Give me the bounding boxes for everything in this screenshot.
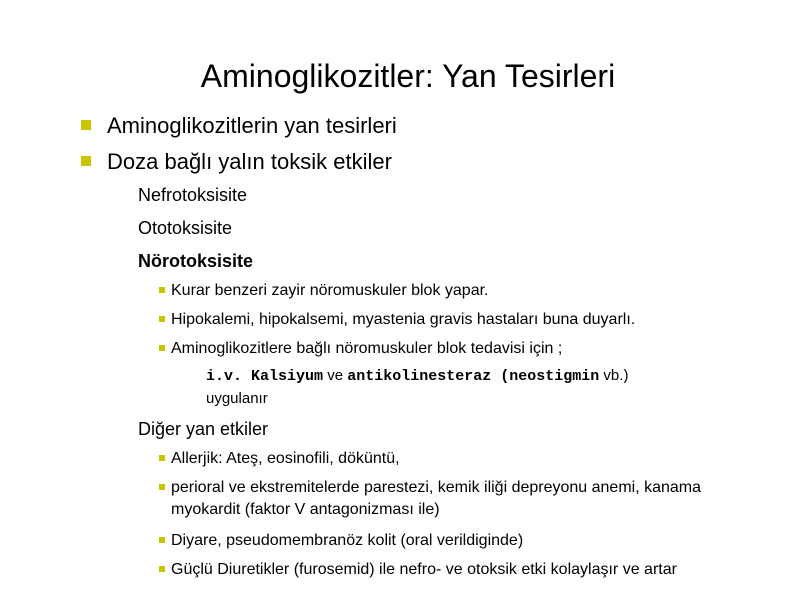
detail-text: Güçlü Diuretikler (furosemid) ile nefro- ve otoksik etki kolaylaşır ve artar (171, 561, 677, 578)
detail-item (171, 530, 771, 552)
conjunction-text: ve (323, 367, 348, 384)
small-square-bullet-icon (159, 566, 165, 572)
detail-text: perioral ve ekstremitelerde parestezi, kemik iliği depreyonu anemi, kanama myokardit (faktor V antagonizması ile) (171, 479, 702, 518)
drug-antikolinesteraz: antikolinesteraz (neostigmin (347, 368, 600, 385)
detail-item (171, 559, 771, 581)
small-square-bullet-icon (159, 287, 165, 293)
bullet-item (107, 112, 397, 140)
treatment-line2: uygulanır (206, 390, 268, 407)
subitem-diger-yan-etkiler: Diğer yan etkiler (138, 419, 269, 439)
treatment-note (206, 365, 766, 410)
drug-kalsiyum: i.v. Kalsiyum (206, 368, 324, 385)
bullet-text: Doza bağlı yalın toksik etkiler (107, 149, 392, 174)
square-bullet-icon (81, 120, 91, 130)
detail-text: Aminoglikozitlere bağlı nöromuskuler blok tedavisi için ; (171, 340, 563, 357)
detail-item (171, 448, 771, 470)
detail-text: Kurar benzeri zayir nöromuskuler blok yapar. (171, 282, 489, 299)
small-square-bullet-icon (159, 484, 165, 490)
detail-item (171, 338, 771, 360)
detail-text: Hipokalemi, hipokalsemi, myastenia gravis hastaları buna duyarlı. (171, 311, 636, 328)
small-square-bullet-icon (159, 345, 165, 351)
subitem-ototoksisite: Ototoksisite (138, 218, 233, 238)
subitem-norotoksisite: Nörotoksisite (138, 251, 254, 271)
detail-text: Allerjik: Ateş, eosinofili, döküntü, (171, 450, 400, 467)
detail-item (171, 309, 771, 331)
detail-item (171, 280, 771, 302)
small-square-bullet-icon (159, 537, 165, 543)
detail-text: Diyare, pseudomembranöz kolit (oral verildiginde) (171, 532, 524, 549)
suffix-text: vb.) (599, 367, 629, 384)
bullet-text: Aminoglikozitlerin yan tesirleri (107, 113, 397, 138)
bullet-item (107, 148, 392, 176)
small-square-bullet-icon (159, 316, 165, 322)
small-square-bullet-icon (159, 455, 165, 461)
slide-title: Aminoglikozitler: Yan Tesirleri (200, 58, 616, 94)
square-bullet-icon (81, 156, 91, 166)
detail-item (171, 477, 771, 521)
subitem-nefrotoksisite: Nefrotoksisite (138, 185, 248, 205)
